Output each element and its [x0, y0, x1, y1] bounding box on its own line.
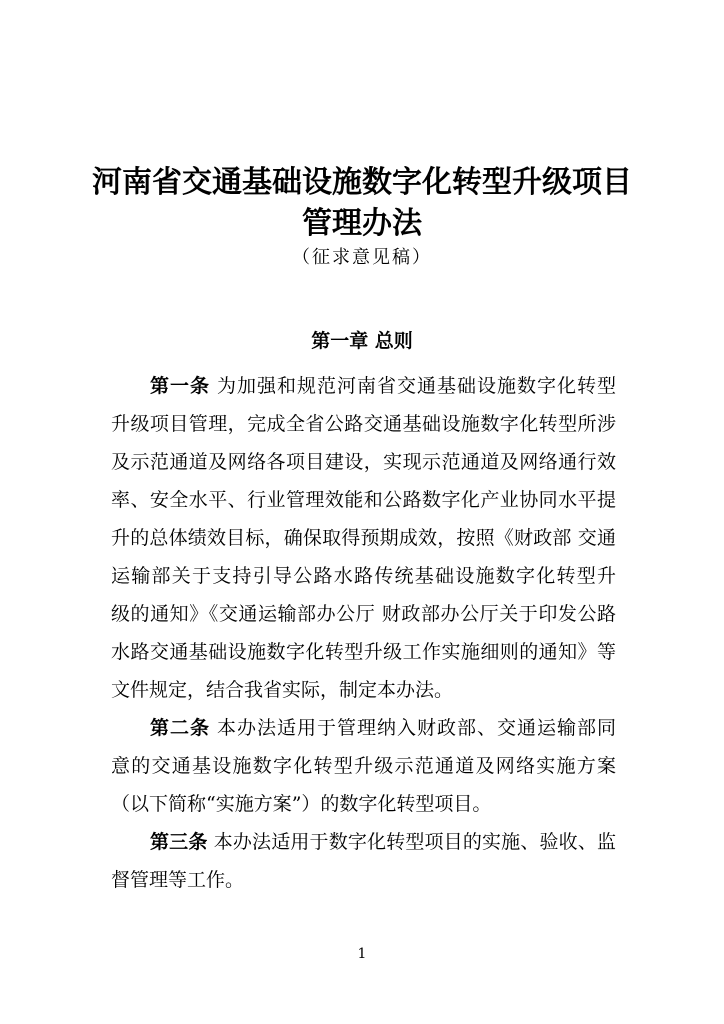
article-1-line-4: 率、安全水平、行业管理效能和公路数字化产业协同水平提: [111, 489, 616, 511]
document-subtitle: （征求意见稿）: [292, 247, 432, 268]
article-1-line-6: 运输部关于支持引导公路水路传统基础设施数字化转型升: [111, 565, 616, 587]
article-1-label: 第一条: [150, 375, 210, 397]
article-3-line-2: 督管理等工作。: [111, 869, 245, 891]
article-1-text: 为加强和规范河南省交通基础设施数字化转型: [210, 375, 616, 397]
article-3-line-1: [150, 823, 616, 861]
article-1-line-3: 及示范通道及网络各项目建设，实现示范通道及网络通行效: [111, 451, 616, 473]
article-2-line-3: （以下简称“实施方案”）的数字化转型项目。: [111, 793, 492, 815]
document-title-line-2: 管理办法: [302, 206, 422, 241]
page-number: 1: [357, 946, 367, 962]
article-3-label: 第三条: [150, 831, 208, 853]
article-2-line-2: 意的交通基设施数字化转型升级示范通道及网络实施方案: [111, 755, 616, 777]
article-1-line-9: 文件规定，结合我省实际，制定本办法。: [111, 679, 454, 701]
article-2-line-1: [150, 709, 616, 747]
article-1-line-5: 升的总体绩效目标，确保取得预期成效，按照《财政部 交通: [111, 527, 616, 549]
chapter-heading: 第一章 总则: [311, 330, 413, 352]
article-2-label: 第二条: [150, 717, 210, 739]
article-1-line-7: 级的通知》《交通运输部办公厅 财政部办公厅关于印发公路: [111, 603, 616, 625]
article-3-text: 本办法适用于数字化转型项目的实施、验收、监: [207, 831, 616, 853]
article-1-line-8: 水路交通基础设施数字化转型升级工作实施细则的通知》等: [111, 641, 616, 663]
article-1-line-2: 升级项目管理，完成全省公路交通基础设施数字化转型所涉: [111, 413, 616, 435]
article-1-line-1: [150, 367, 616, 405]
article-2-text: 本办法适用于管理纳入财政部、交通运输部同: [210, 717, 616, 739]
document-title-line-1: 河南省交通基础设施数字化转型升级项目: [92, 165, 632, 200]
